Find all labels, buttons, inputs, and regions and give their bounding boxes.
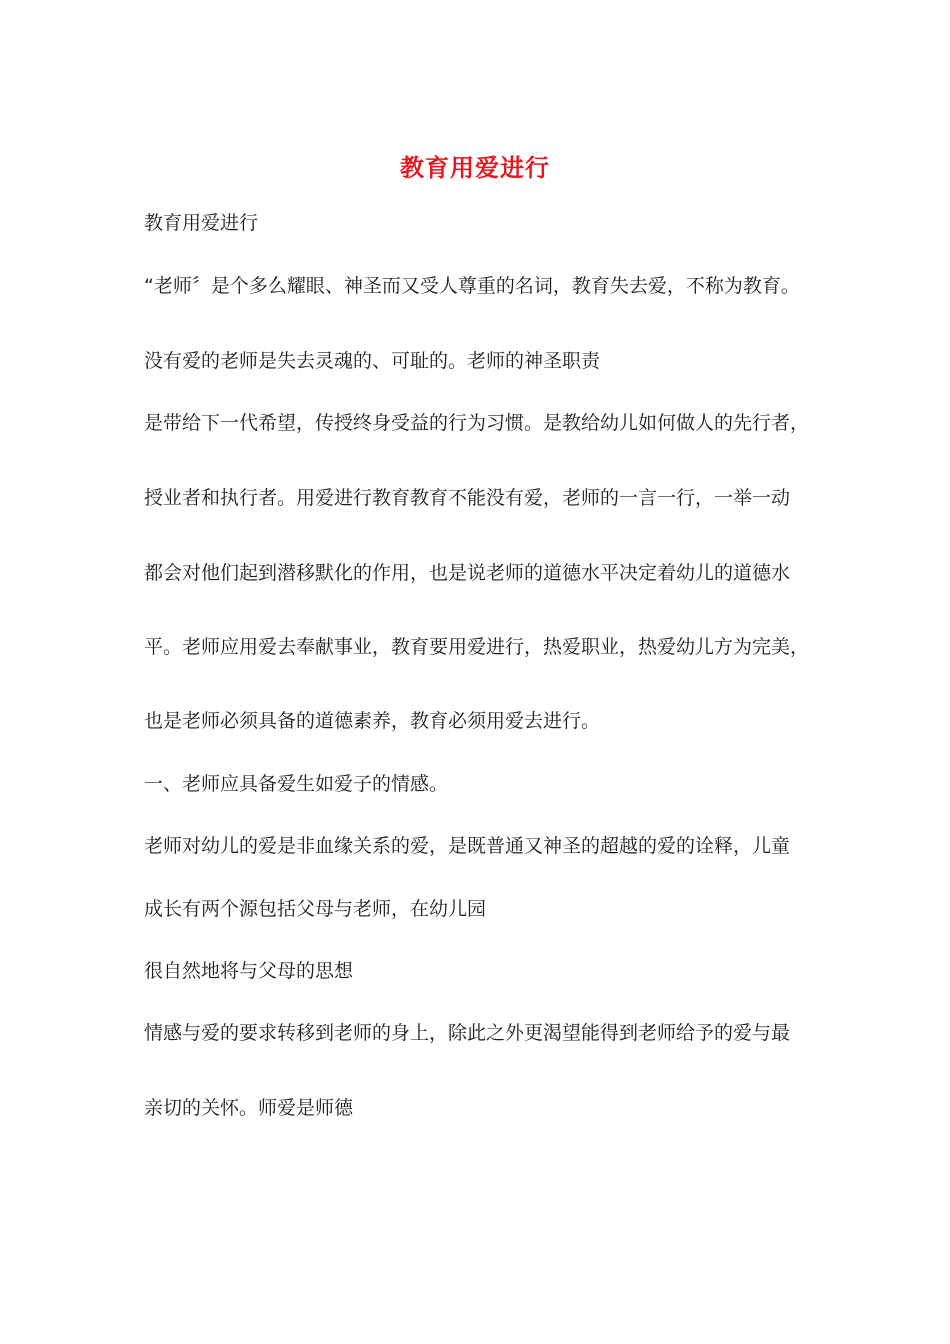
paragraph-line: 老师对幼儿的爱是非血缘关系的爱，是既普通又神圣的超越的爱的诠释，儿童 [144, 835, 791, 857]
paragraph-line: 授业者和执行者。用爱进行教育教育不能没有爱，老师的一言一行，一举一动 [144, 487, 791, 509]
paragraph-line: 也是老师必须具备的道德素养，教育必须用爱去进行。 [144, 710, 601, 732]
paragraph-line: 成长有两个源包括父母与老师，在幼儿园 [144, 898, 487, 920]
paragraph-line: 很自然地将与父母的思想 [144, 960, 354, 982]
paragraph-line: 都会对他们起到潜移默化的作用，也是说老师的道德水平决定着幼儿的道德水 [144, 562, 791, 584]
paragraph-line: 是带给下一代希望，传授终身受益的行为习惯。是教给幼儿如何做人的先行者， [144, 412, 810, 434]
paragraph-line: 平。老师应用爱去奉献事业，教育要用爱进行，热爱职业，热爱幼儿方为完美， [144, 636, 810, 658]
paragraph-line: 情感与爱的要求转移到老师的身上，除此之外更渴望能得到老师给予的爱与最 [144, 1022, 791, 1044]
paragraph-line: “老师〞是个多么耀眼、神圣而又受人尊重的名词，教育失去爱，不称为教育。 [144, 275, 800, 297]
paragraph-line: 没有爱的老师是失去灵魂的、可耻的。老师的神圣职责 [144, 350, 601, 372]
section-heading: 一、老师应具备爱生如爱子的情感。 [144, 773, 449, 795]
subtitle-line: 教育用爱进行 [144, 212, 259, 234]
document-title: 教育用爱进行 [400, 154, 550, 182]
paragraph-line: 亲切的关怀。师爱是师德 [144, 1097, 354, 1119]
